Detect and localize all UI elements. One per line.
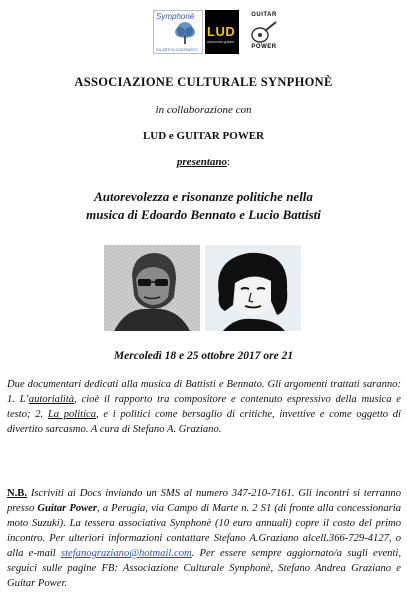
bennato-drawing xyxy=(104,245,200,331)
photo-row xyxy=(0,245,407,335)
logo-bar xyxy=(0,6,407,58)
lud-logo xyxy=(205,10,239,54)
present-line xyxy=(0,156,407,168)
event-title-line-2: musica di Edoardo Bennato e Lucio Battisti xyxy=(86,207,321,222)
symphone-logo-name: Symphonè xyxy=(156,12,195,21)
event-description xyxy=(7,377,401,437)
event-title-line-1: Autorevolezza e risonanze politiche nella xyxy=(94,189,313,204)
contact-email-link[interactable]: stefanograziano@hotmail.com xyxy=(60,548,192,559)
description-text-1: Due documentari dedicati alla musica di Battisti e Bennato. Gli argomenti trattati saranno: 1. L’ xyxy=(7,379,401,405)
guitar-power-logo-top: GUITAR xyxy=(251,12,277,18)
description-text-3: , e i politici come bersaglio di critiche, invettive e come oggetto di divertito sarcasmo. A cura di Stefano A. Graziano. xyxy=(7,409,402,435)
partners-line: LUD e GUITAR POWER xyxy=(142,130,265,142)
guitar-power-logo xyxy=(246,12,282,54)
description-topic-authorship: autorialità xyxy=(28,394,75,405)
symphone-logo-sub: GIL ARTI IN CONTRASTO xyxy=(156,48,198,52)
registration-note xyxy=(7,486,401,591)
present-word: presentano xyxy=(176,156,228,168)
lud-logo-name: LUD xyxy=(207,24,236,39)
organization-name: ASSOCIAZIONE CULTURALE SYNPHONÈ xyxy=(74,75,333,89)
guitar-icon xyxy=(250,20,278,44)
tree-icon xyxy=(172,21,198,45)
battisti-portrait xyxy=(205,245,301,331)
note-venue: Guitar Power xyxy=(37,503,98,514)
event-date: Mercoledì 18 e 25 ottobre 2017 ore 21 xyxy=(113,350,294,362)
description-topic-politics: La politica xyxy=(47,409,97,420)
lud-logo-sub: autonome guitars xyxy=(207,40,235,44)
note-text-3: . Per essere sempre aggiornato/a sugli eventi, seguici sulle pagine FB: Associazione Culturale Synphonè, Stefano Andrea Graziano e Guitar Power. xyxy=(7,548,401,589)
symphone-logo xyxy=(153,10,203,54)
present-colon: : xyxy=(227,156,231,168)
guitar-power-logo-bottom: POWER xyxy=(251,44,277,50)
bennato-portrait xyxy=(104,245,200,331)
note-text-2: , a Perugia, via Campo di Marte n. 2 S1 (di fronte alla concessionaria moto Suzuki). La tessera associativa Synphonè (10 euro annuali) copre il costo del primo incontro. Per ulteriori informazioni contattare Stefano A.Graziano alcell.366-729-4127, o alla e-mail xyxy=(7,503,401,559)
event-title xyxy=(0,188,407,224)
note-text-1: Iscriviti ai Docs inviando un SMS al numero 347-210-7161. Gli incontri si terranno presso xyxy=(7,488,401,514)
collaboration-line: in collaborazione con xyxy=(155,104,252,116)
description-text-2: , cioè il rapporto tra compositore e contenuto espressivo della musica e testo; 2. xyxy=(7,394,401,420)
nb-label: N.B. xyxy=(7,488,28,499)
battisti-drawing xyxy=(205,245,301,331)
